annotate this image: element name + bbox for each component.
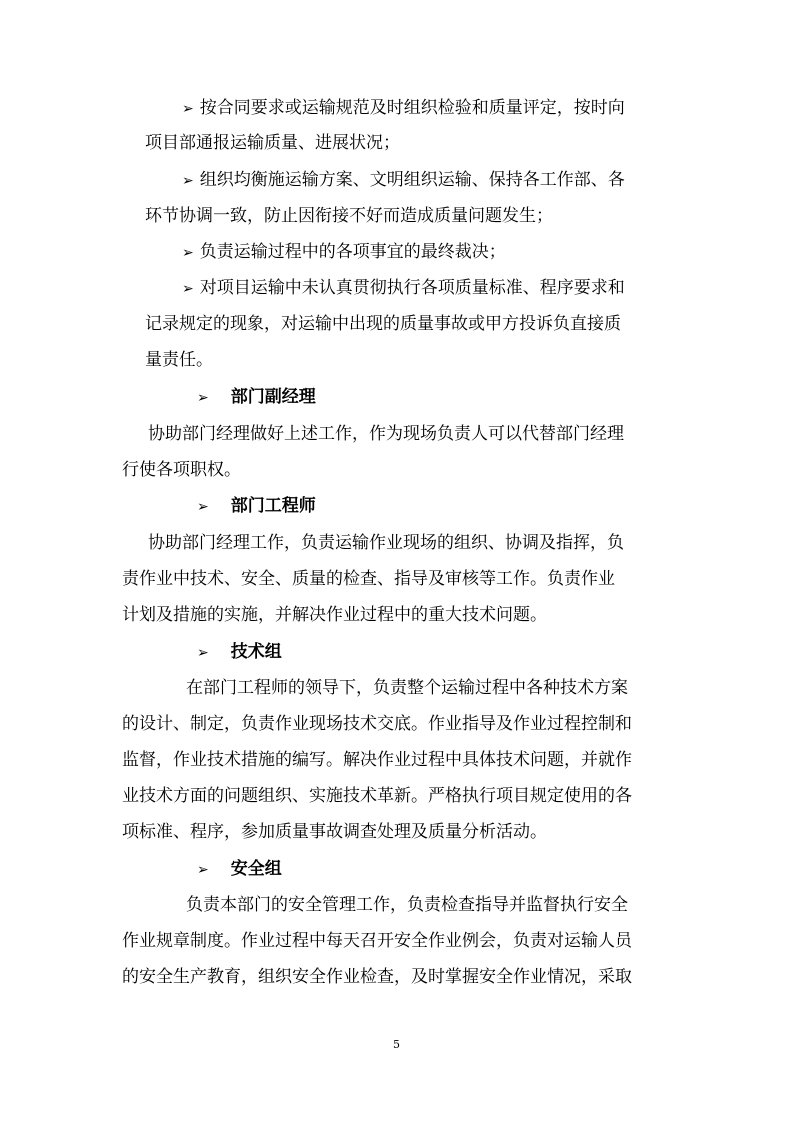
bullet-item-3-line-1	[182, 241, 506, 264]
arrow-bullet-icon: ➢	[197, 862, 209, 878]
arrow-bullet-icon: ➢	[182, 281, 194, 297]
tech-paragraph-line-3: 监督，作业技术措施的编写。解决作业过程中具体技术问题，并就作	[122, 750, 632, 770]
section-heading-safety-group	[197, 858, 282, 881]
tech-paragraph-line-1: 在部门工程师的领导下，负责整个运输过程中各种技术方案	[186, 678, 628, 698]
bullet-item-text: 对项目运输中未认真贯彻执行各项质量标准、程序要求和	[199, 278, 625, 298]
bullet-item-4-line-2: 记录规定的现象，对运输中出现的质量事故或甲方投诉负直接质	[145, 314, 621, 334]
bullet-item-4-line-1	[182, 277, 625, 300]
section-title: 技术组	[230, 642, 282, 662]
engineer-paragraph-line-3: 计划及措施的实施，并解决作业过程中的重大技术问题。	[122, 605, 547, 625]
arrow-bullet-icon: ➢	[182, 245, 194, 261]
deputy-paragraph-line-2: 行使各项职权。	[122, 460, 241, 480]
section-heading-engineer	[197, 495, 316, 518]
safety-paragraph-line-3: 的安全生产教育，组织安全作业检查，及时掌握安全作业情况，采取	[122, 967, 632, 987]
arrow-bullet-icon: ➢	[197, 645, 209, 661]
arrow-bullet-icon: ➢	[197, 499, 209, 515]
arrow-bullet-icon: ➢	[182, 101, 194, 117]
safety-paragraph-line-1: 负责本部门的安全管理工作，负责检查指导并监督执行安全	[186, 895, 628, 915]
bullet-item-text: 组织均衡施运输方案、文明组织运输、保持各工作部、各	[199, 170, 625, 190]
bullet-item-2-line-2: 环节协调一致，防止因衔接不好而造成质量问题发生；	[145, 206, 553, 226]
bullet-item-text: 负责运输过程中的各项事宜的最终裁决；	[199, 242, 506, 262]
safety-paragraph-line-2: 作业规章制度。作业过程中每天召开安全作业例会，负责对运输人员	[122, 931, 632, 951]
tech-paragraph-line-4: 业技术方面的问题组织、实施技术革新。严格执行项目规定使用的各	[122, 786, 632, 806]
section-title: 部门工程师	[230, 496, 316, 516]
section-heading-deputy-manager	[197, 386, 316, 409]
bullet-item-1-line-1	[182, 97, 625, 120]
tech-paragraph-line-2: 的设计、制定，负责作业现场技术交底。作业指导及作业过程控制和	[122, 714, 632, 734]
page-number: 5	[393, 1038, 400, 1051]
section-heading-tech-group	[197, 641, 282, 664]
arrow-bullet-icon: ➢	[197, 390, 209, 406]
engineer-paragraph-line-2: 责作业中技术、安全、质量的检查、指导及审核等工作。负责作业	[122, 569, 615, 589]
section-title: 部门副经理	[230, 387, 316, 407]
bullet-item-2-line-1	[182, 169, 625, 192]
bullet-item-text: 按合同要求或运输规范及时组织检验和质量评定，按时向	[199, 98, 625, 118]
bullet-item-1-line-2: 项目部通报运输质量、进展状况；	[145, 133, 400, 153]
deputy-paragraph-line-1: 协助部门经理做好上述工作，作为现场负责人可以代替部门经理	[148, 424, 624, 444]
engineer-paragraph-line-1: 协助部门经理工作，负责运输作业现场的组织、协调及指挥，负	[148, 533, 624, 553]
tech-paragraph-line-5: 项标准、程序，参加质量事故调查处理及质量分析活动。	[122, 822, 547, 842]
arrow-bullet-icon: ➢	[182, 173, 194, 189]
section-title: 安全组	[230, 859, 282, 879]
bullet-item-4-line-3: 量责任。	[145, 350, 213, 370]
